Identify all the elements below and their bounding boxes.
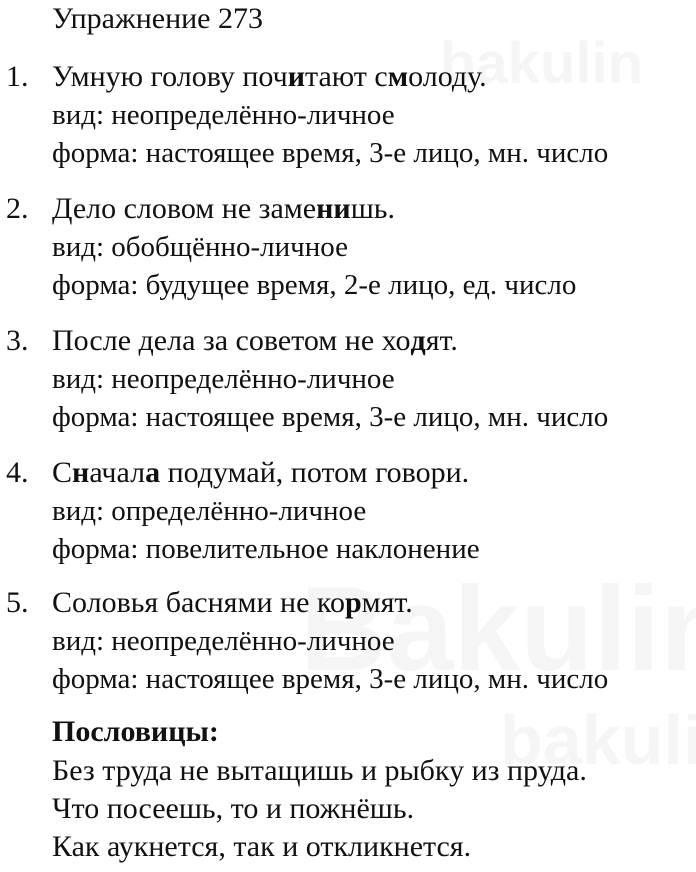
stressed-letters: р (344, 586, 362, 619)
proverbs-heading: Пословицы: (52, 715, 219, 748)
stressed-letters: и (287, 60, 305, 93)
item-vid: вид: неопределённо-личное (52, 363, 395, 395)
proverbs-section (52, 714, 692, 866)
sentence-text: Дело словом не заме (52, 192, 317, 225)
sentence-text: подумай, потом говори. (160, 456, 470, 489)
exercise-title: Упражнение 273 (52, 2, 263, 35)
proverb-line: Что посеешь, то и пожнёшь. (52, 792, 415, 825)
sentence-text: ят. (425, 324, 458, 357)
sentence-text: Умную голову поч (52, 60, 288, 93)
item-forma: форма: настоящее время, 3-е лицо, мн. число (52, 137, 609, 169)
item-forma: форма: будущее время, 2-е лицо, ед. число (52, 269, 577, 301)
sentence-text: ачал (89, 456, 146, 489)
sentence-text: шь. (350, 192, 395, 225)
item-vid: вид: неопределённо-личное (52, 99, 395, 131)
stressed-letters: м (387, 60, 409, 93)
item-sentence (52, 584, 694, 622)
sentence-text: мят. (361, 586, 413, 619)
item-vid: вид: обобщённо-личное (52, 231, 349, 263)
item-number: 5. (6, 586, 29, 619)
proverb-line: Без труда не вытащишь и рыбку из пруда. (52, 754, 587, 787)
item-vid: вид: определённо-личное (52, 495, 367, 527)
stressed-letters: ни (316, 192, 351, 225)
item-vid: вид: неопределённо-личное (52, 625, 395, 657)
sentence-text: После дела за советом не хо (52, 324, 411, 357)
item-sentence (52, 322, 694, 360)
item-sentence (52, 190, 694, 228)
item-number: 4. (6, 456, 29, 489)
item-number: 2. (6, 192, 29, 225)
stressed-letters: н (72, 456, 90, 489)
sentence-text: олоду. (408, 60, 487, 93)
stressed-letters: д (410, 324, 426, 357)
sentence-text: тают с (305, 60, 388, 93)
item-number: 3. (6, 324, 29, 357)
item-sentence (52, 454, 694, 492)
sentence-text: Соловья баснями не ко (52, 586, 345, 619)
proverb-line: Как аукнется, так и откликнется. (52, 830, 472, 863)
item-sentence (52, 58, 694, 96)
item-forma: форма: настоящее время, 3-е лицо, мн. число (52, 401, 609, 433)
sentence-text: С (52, 456, 73, 489)
item-forma: форма: настоящее время, 3-е лицо, мн. число (52, 663, 609, 695)
item-number: 1. (6, 60, 29, 93)
stressed-letters: а (145, 456, 161, 489)
item-forma: форма: повелительное наклонение (52, 533, 480, 565)
